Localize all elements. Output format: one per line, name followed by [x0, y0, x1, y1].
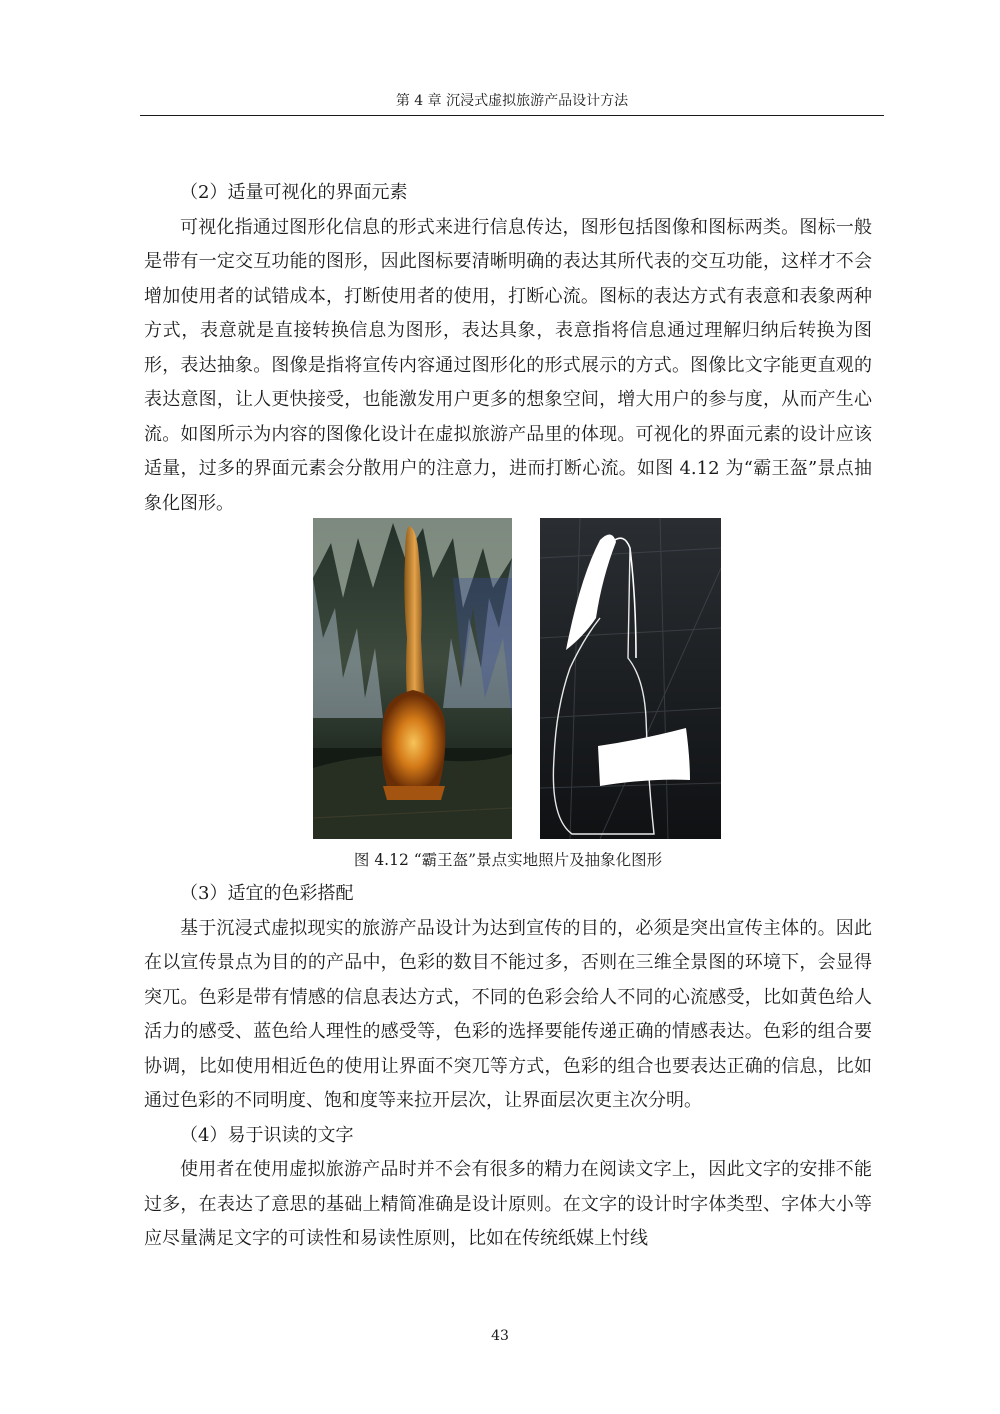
section-heading-3: （3）适宜的色彩搭配 — [180, 883, 354, 904]
text-block-bottom — [144, 877, 872, 1257]
section-heading-4: （4）易于识读的文字 — [180, 1124, 354, 1146]
section-paragraph-3: 基于沉浸式虚拟现实的旅游产品设计为达到宣传的目的，必须是突出宣传主体的。因此在以宣传景点为目的的产品中，色彩的数目不能过多，否则在三维全景图的环境下，会显得突兀。色彩是带有情感的信息表达方式，不同的色彩会给人不同的心流感受，比如黄色给人活力的感受、蓝色给人理性的感受等，色彩的选择要能传递正确的情感表达。色彩的组合要协调，比如使用相近色的使用让界面不突兀等方式，色彩的组合也要表达正确的信息，比如通过色彩的不同明度、饱和度等来拉开层次，让界面层次更主次分明。 — [144, 917, 872, 1111]
cave-photo — [313, 518, 512, 839]
helmet-abstract-icon — [540, 518, 721, 839]
figure-caption: 图 4.12 “霸王盔”景点实地照片及抽象化图形 — [353, 851, 663, 869]
section-paragraph-4: 使用者在使用虚拟旅游产品时并不会有很多的精力在阅读文字上，因此文字的安排不能过多，在表达了意思的基础上精简准确是设计原则。在文字的设计时字体类型、字体大小等应尽量满足文字的可读性和易读性原则，比如在传统纸媒上忖线 — [144, 1159, 872, 1249]
section-heading-2: （2）适量可视化的界面元素 — [180, 182, 408, 203]
abstract-graphic — [540, 518, 721, 839]
page-number: 43 — [491, 1328, 509, 1344]
cave-photo-image — [313, 518, 512, 839]
text-block-top — [144, 176, 872, 521]
section-paragraph-2: 可视化指通过图形化信息的形式来进行信息传达，图形包括图像和图标两类。图标一般是带有一定交互功能的图形，因此图标要清晰明确的表达其所代表的交互功能，这样才不会增加使用者的试错成本，打断使用者的使用，打断心流。图标的表达方式有表意和表象两种方式，表意就是直接转换信息为图形，表达具象，表意指将信息通过理解归纳后转换为图形，表达抽象。图像是指将宣传内容通过图形化的形式展示的方式。图像比文字能更直观的表达意图，让人更快接受，也能激发用户更多的想象空间，增大用户的参与度，从而产生心流。如图所示为内容的图像化设计在虚拟旅游产品里的体现。可视化的界面元素的设计应该适量，过多的界面元素会分散用户的注意力，进而打断心流。如图 4.12 为“霸王盔”景点抽象化图形。 — [144, 216, 872, 514]
running-header: 第 4 章 沉浸式虚拟旅游产品设计方法 — [395, 93, 629, 109]
header-rule — [140, 115, 884, 116]
